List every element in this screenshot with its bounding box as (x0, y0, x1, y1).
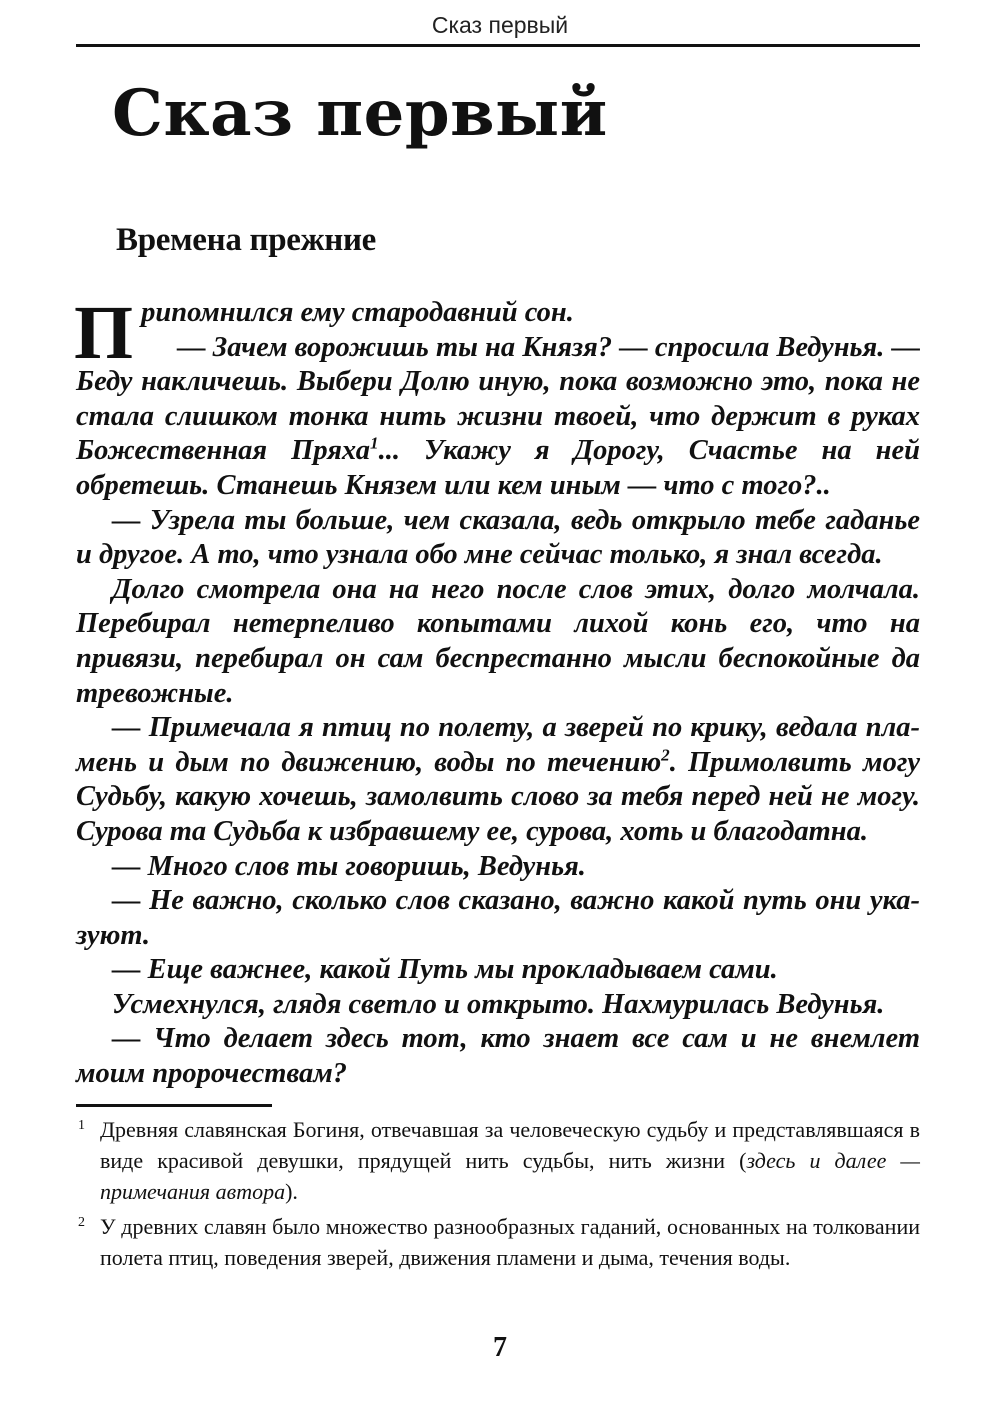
footnote-mark: 1 (78, 1118, 85, 1133)
page-number: 7 (493, 1332, 507, 1363)
paragraph-text: . Примолвить могу Судьбу, какую хочешь, замолвить слово за тебя перед ней не могу. Сурова та Судьба к избравшему ее, сурова, хоть и благодатна. (76, 746, 920, 847)
footnote-rule (76, 1104, 272, 1107)
paragraph-2 (76, 331, 920, 504)
paragraph-9: Усмехнулся, глядя светло и открыто. Нахмурилась Ведунья. (112, 988, 885, 1020)
footnote-ref-1[interactable]: 1 (370, 433, 379, 453)
footnote-text-italic: здесь и далее — примечания автора (100, 1148, 920, 1204)
footnote-1 (76, 1114, 920, 1207)
paragraph-text: — Зачем ворожишь ты на Князя? — спросила Ведунья. — Беду накличешь. Выбери Долю иную, пока возможно это, пока не стала слишком тонка нить жизни твоей, что держит в руках Божественная Пряха (76, 331, 920, 467)
section-title: Времена прежние (116, 222, 377, 258)
body-text (74, 291, 920, 1092)
paragraph-1 (74, 291, 920, 375)
footnote-mark: 2 (78, 1215, 85, 1230)
footnotes (76, 1114, 920, 1277)
footnote-ref-2[interactable]: 2 (661, 745, 670, 765)
drop-cap: П (74, 291, 134, 375)
paragraph-6: — Много слов ты говоришь, Ведунья. (112, 850, 586, 882)
paragraph-5 (76, 711, 920, 849)
footnote-text-main: Древняя славянская Богиня, отвечавшая за человеческую судьбу и представлявшаяся в виде красивой девушки, прядущей нить судьбы, нить жизни ( (100, 1117, 920, 1173)
paragraph-8: — Еще важнее, какой Путь мы прокладываем сами. (112, 954, 778, 986)
running-head: Сказ первый (431, 12, 569, 38)
header-rule (76, 44, 920, 47)
paragraph-4: Долго смотрела она на него после слов этих, долго молчала. Перебирал нетерпеливо копытами лихой конь его, что на привязи, перебирал он сам беспрестанно мысли беспокойные да тревожные. (76, 573, 920, 709)
paragraph-text: ... Укажу я Дорогу, Счастье на ней обретешь. Станешь Князем или кем иным — что с того?.. (76, 435, 920, 501)
paragraph-text: рипомнился ему стародавний сон. (141, 297, 574, 328)
footnote-text (100, 1117, 920, 1204)
footnote-text-end: ). (285, 1179, 298, 1204)
chapter-title: Сказ первый (112, 76, 608, 151)
paragraph-text: — Примечала я птиц по полету, а зверей по крику, ведала пламень и дым по движению, воды по течению (76, 712, 920, 778)
footnote-text: У древних славян было множество разнообразных гаданий, основанных на толковании полета птиц, поведения зверей, движения пламени и дыма, течения воды. (100, 1214, 920, 1270)
paragraph-3: — Узрела ты больше, чем сказала, ведь открыло тебе гаданье и другое. А то, что узнала обо мне сейчас только, я знал всегда. (76, 504, 920, 571)
paragraph-7: — Не важно, сколько слов сказано, важно какой путь они указуют. (76, 885, 920, 951)
paragraph-10: — Что делает здесь тот, кто знает все сам и не внемлет моим пророчествам? (76, 1023, 920, 1090)
footnote-2 (76, 1211, 920, 1273)
